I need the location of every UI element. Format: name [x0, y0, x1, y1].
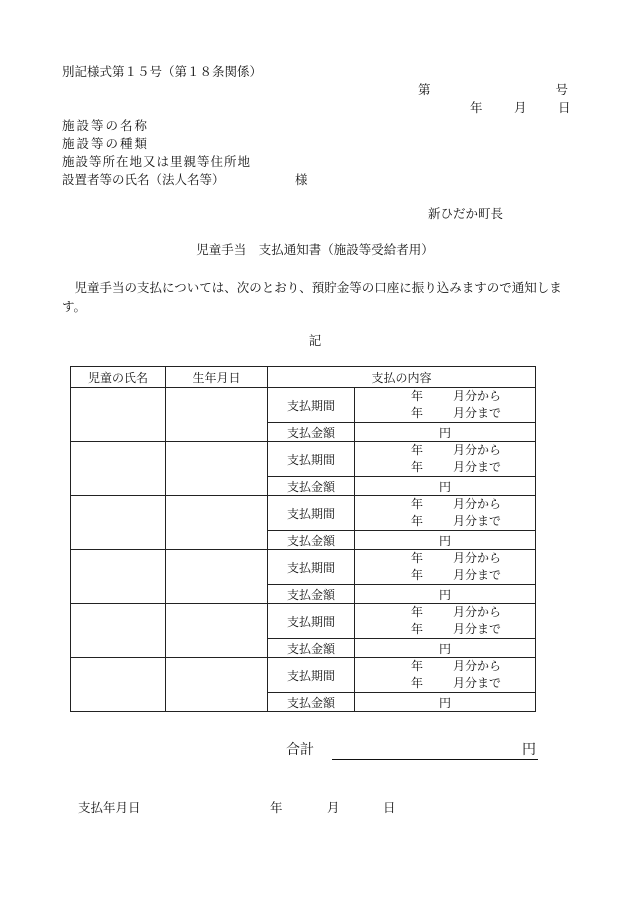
to-year: 年 — [411, 514, 424, 528]
from-year: 年 — [411, 443, 424, 457]
from-text: 月分から — [453, 497, 502, 511]
period-cell[interactable] — [355, 658, 536, 693]
period-label: 支払期間 — [268, 496, 355, 531]
amount-yen: 円 — [438, 533, 451, 548]
table-row — [71, 550, 536, 585]
period-label: 支払期間 — [268, 388, 355, 423]
to-year: 年 — [411, 676, 424, 690]
facility-name-label: 施設等の名称 — [62, 118, 150, 133]
document-title: 児童手当 支払通知書（施設等受給者用） — [196, 242, 434, 257]
amount-yen: 円 — [438, 695, 451, 710]
child-name-cell[interactable] — [71, 550, 166, 604]
period-label: 支払期間 — [268, 442, 355, 477]
payment-date-year: 年 — [270, 800, 283, 815]
amount-label: 支払金額 — [268, 639, 355, 658]
total-underline — [332, 759, 538, 760]
from-text: 月分から — [453, 389, 502, 403]
birthdate-cell[interactable] — [166, 442, 268, 496]
total-label: 合計 — [286, 742, 314, 758]
to-year: 年 — [411, 460, 424, 474]
amount-yen: 円 — [438, 641, 451, 656]
to-text: 月分まで — [453, 406, 502, 420]
period-cell[interactable] — [355, 496, 536, 531]
amount-yen: 円 — [438, 479, 451, 494]
from-year: 年 — [411, 389, 424, 403]
amount-cell[interactable] — [355, 531, 536, 550]
amount-cell[interactable] — [355, 693, 536, 712]
payment-date-label: 支払年月日 — [78, 800, 141, 815]
birthdate-cell[interactable] — [166, 658, 268, 712]
ki-heading: 記 — [308, 333, 322, 348]
to-text: 月分まで — [453, 568, 502, 582]
table-row — [71, 496, 536, 531]
birthdate-cell[interactable] — [166, 550, 268, 604]
from-text: 月分から — [453, 659, 502, 673]
table-row — [71, 442, 536, 477]
body-text: 児童手当の支払については、次のとおり、預貯金等の口座に振り込みますので通知します。 — [62, 280, 562, 314]
number-suffix: 号 — [555, 82, 568, 97]
amount-yen: 円 — [438, 587, 451, 602]
amount-label: 支払金額 — [268, 531, 355, 550]
period-label: 支払期間 — [268, 550, 355, 585]
payment-date-day: 日 — [383, 800, 396, 815]
to-text: 月分まで — [453, 460, 502, 474]
birthdate-cell[interactable] — [166, 388, 268, 442]
to-text: 月分まで — [453, 676, 502, 690]
to-text: 月分まで — [453, 514, 502, 528]
period-cell[interactable] — [355, 388, 536, 423]
issuer: 新ひだか町長 — [428, 206, 504, 221]
amount-label: 支払金額 — [268, 585, 355, 604]
table-row — [71, 388, 536, 423]
date-year: 年 — [470, 100, 483, 115]
birthdate-cell[interactable] — [166, 604, 268, 658]
period-label: 支払期間 — [268, 604, 355, 639]
from-year: 年 — [411, 551, 424, 565]
amount-label: 支払金額 — [268, 477, 355, 496]
facility-address-label: 施設等所在地又は里親等住所地 — [62, 154, 252, 169]
header-payment-content: 支払の内容 — [268, 367, 536, 388]
amount-label: 支払金額 — [268, 423, 355, 442]
table-row — [71, 658, 536, 693]
from-year: 年 — [411, 605, 424, 619]
from-year: 年 — [411, 497, 424, 511]
child-name-cell[interactable] — [71, 604, 166, 658]
from-text: 月分から — [453, 443, 502, 457]
amount-yen: 円 — [438, 425, 451, 440]
payment-date-month: 月 — [327, 800, 340, 815]
honorific: 様 — [295, 172, 308, 187]
amount-cell[interactable] — [355, 423, 536, 442]
period-cell[interactable] — [355, 442, 536, 477]
to-year: 年 — [411, 406, 424, 420]
date-month: 月 — [514, 100, 527, 115]
payment-table — [70, 366, 536, 712]
period-cell[interactable] — [355, 550, 536, 585]
birthdate-cell[interactable] — [166, 496, 268, 550]
period-label: 支払期間 — [268, 658, 355, 693]
child-name-cell[interactable] — [71, 388, 166, 442]
total-yen: 円 — [522, 742, 536, 758]
amount-label: 支払金額 — [268, 693, 355, 712]
header-birthdate: 生年月日 — [166, 367, 268, 388]
date-day: 日 — [558, 100, 571, 115]
number-prefix: 第 — [418, 82, 431, 97]
from-text: 月分から — [453, 605, 502, 619]
amount-cell[interactable] — [355, 477, 536, 496]
header-child-name: 児童の氏名 — [71, 367, 166, 388]
to-year: 年 — [411, 568, 424, 582]
child-name-cell[interactable] — [71, 658, 166, 712]
from-text: 月分から — [453, 551, 502, 565]
to-text: 月分まで — [453, 622, 502, 636]
child-name-cell[interactable] — [71, 442, 166, 496]
child-name-cell[interactable] — [71, 496, 166, 550]
owner-label: 設置者等の氏名（法人名等） — [62, 172, 225, 187]
from-year: 年 — [411, 659, 424, 673]
table-row — [71, 604, 536, 639]
to-year: 年 — [411, 622, 424, 636]
form-label: 別記様式第１５号（第１８条関係） — [62, 64, 263, 79]
amount-cell[interactable] — [355, 639, 536, 658]
facility-type-label: 施設等の種類 — [62, 136, 150, 151]
amount-cell[interactable] — [355, 585, 536, 604]
period-cell[interactable] — [355, 604, 536, 639]
